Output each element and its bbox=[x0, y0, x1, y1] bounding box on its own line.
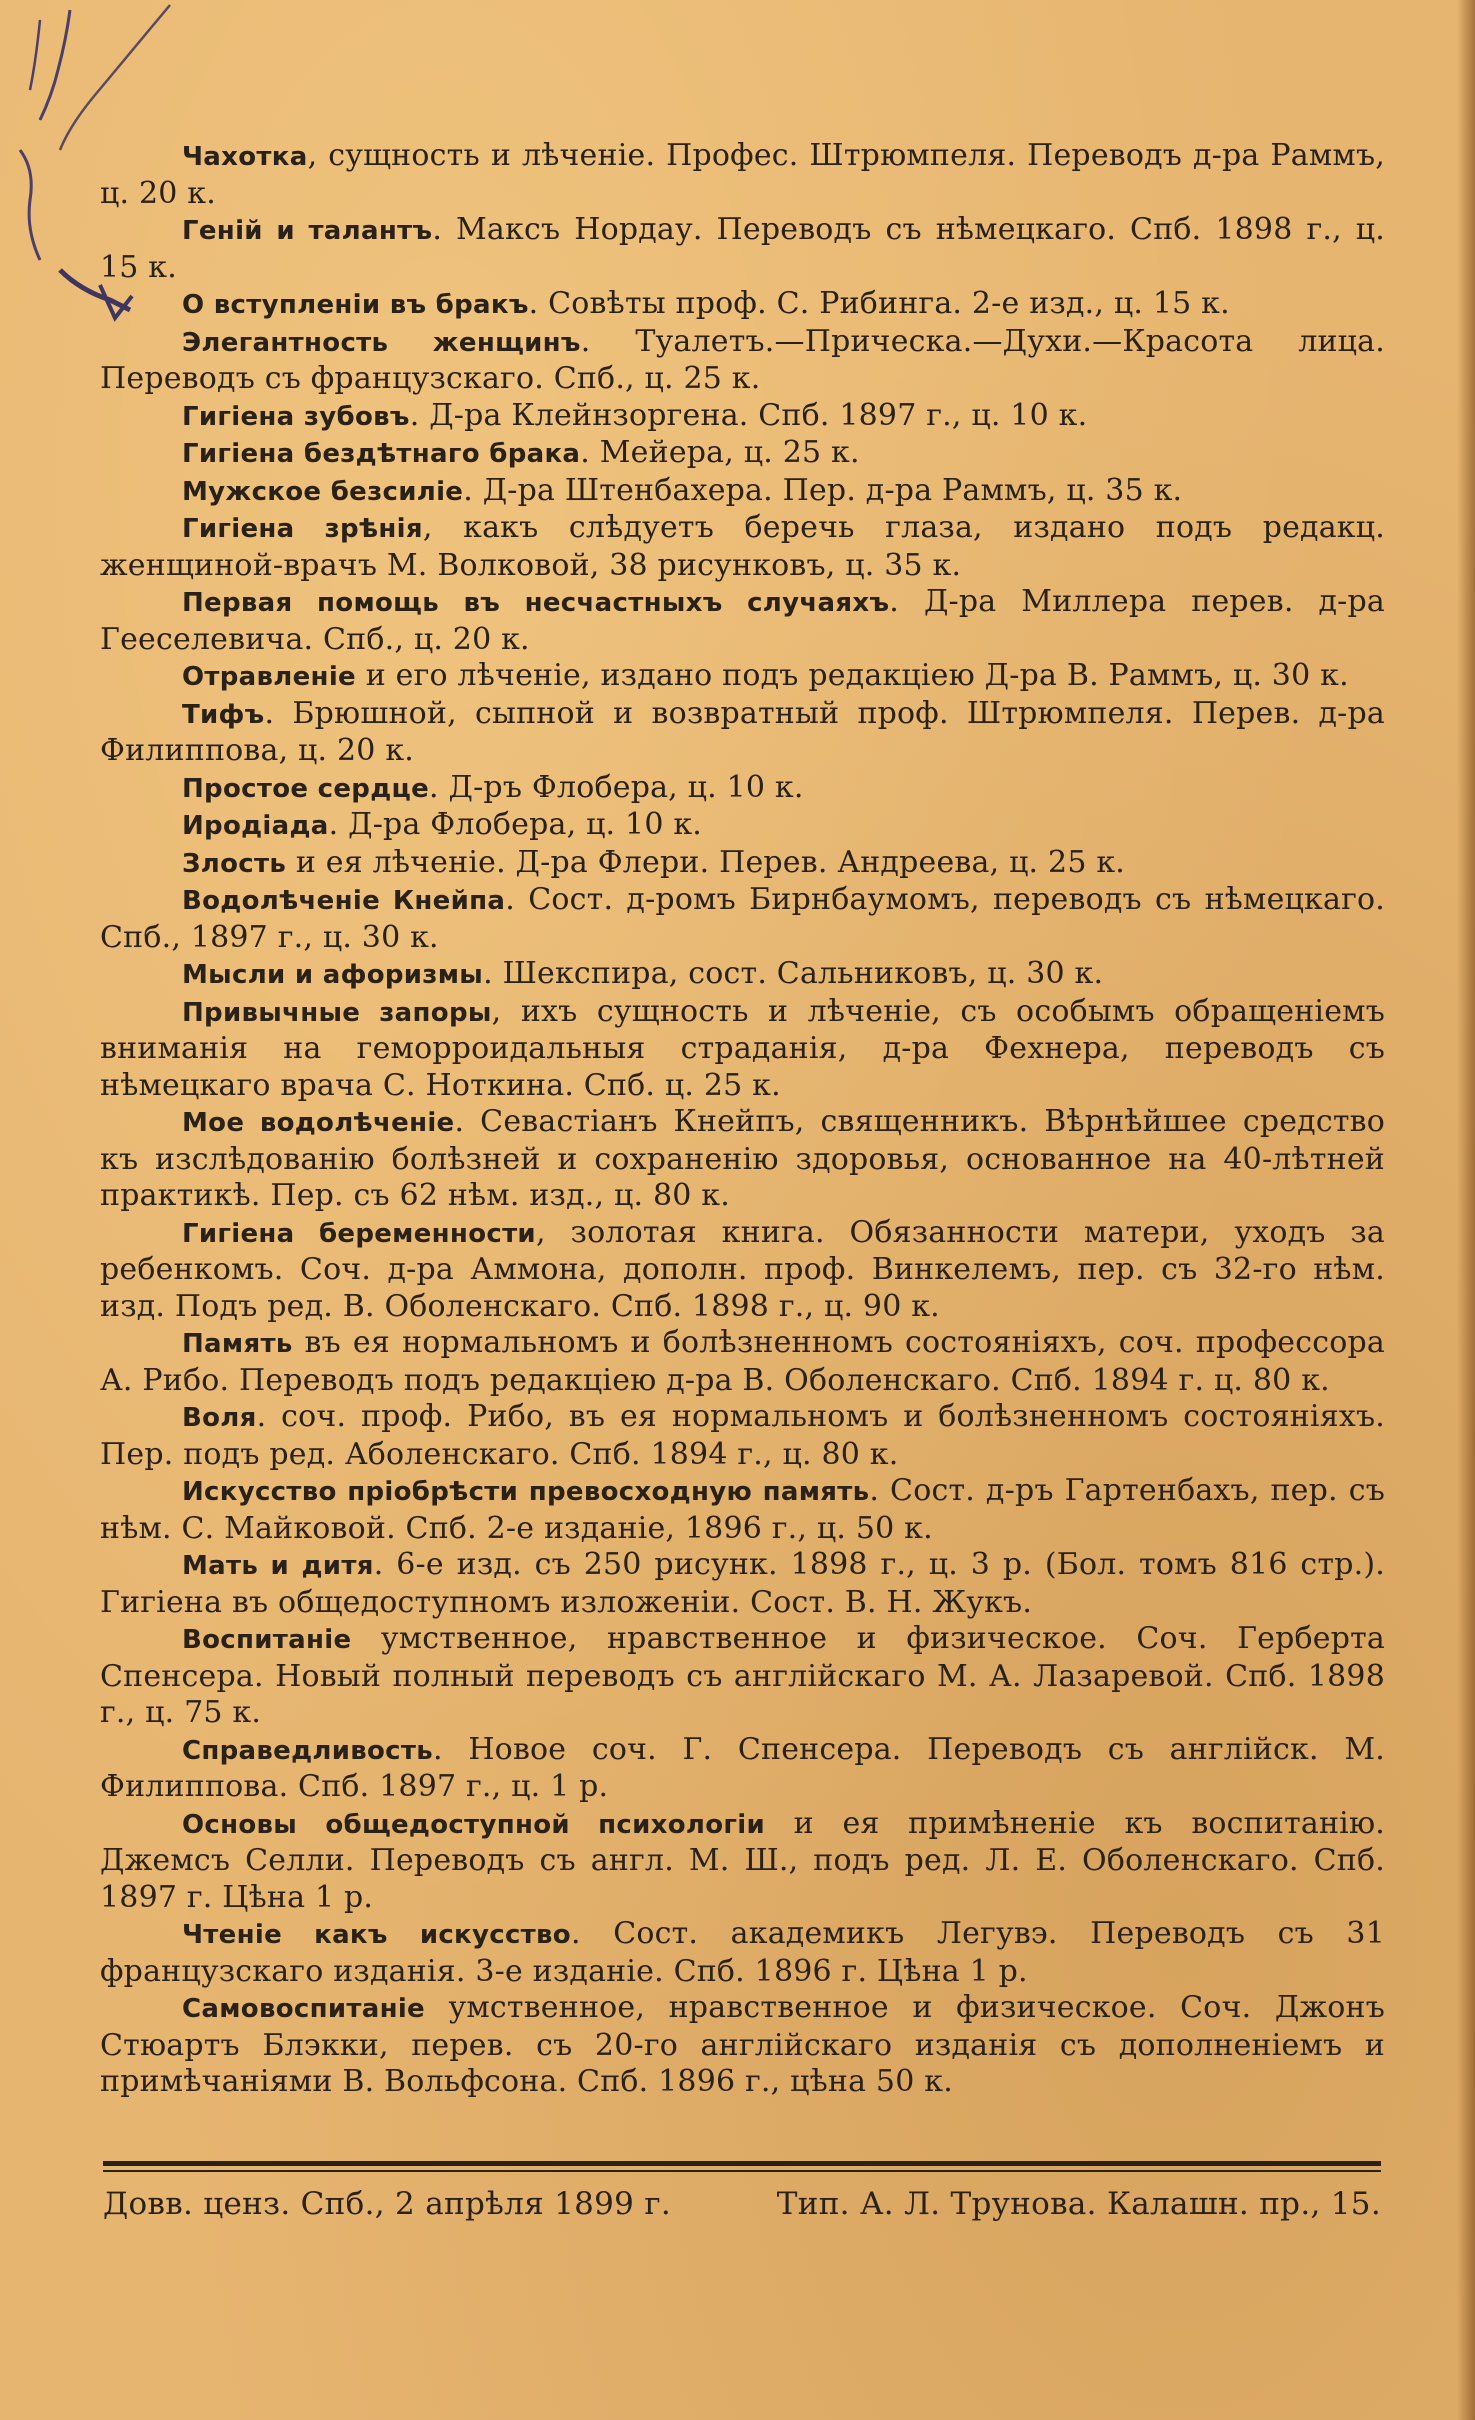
book-description: . Сост. д-ръ Гартенбахъ, пер. съ нѣм. С. Майковой. Спб. 2-е изданіе, 1896 г., ц. 50 к. bbox=[100, 1473, 1385, 1546]
book-title: Мужское безсиліе bbox=[182, 476, 464, 507]
book-title: Гигіена зубовъ bbox=[182, 401, 410, 432]
book-entry bbox=[100, 994, 1385, 1105]
footer-rule-thick bbox=[103, 2161, 1381, 2166]
book-entry bbox=[100, 510, 1385, 584]
book-description: , сущность и лѣченіе. Профес. Штрюмпеля. Переводъ д-ра Раммъ, ц. 20 к. bbox=[100, 138, 1385, 211]
book-description: . Д-ра Клейнзоргена. Спб. 1897 г., ц. 10 к. bbox=[409, 397, 1088, 433]
book-entry bbox=[100, 584, 1385, 658]
book-title: Простое сердце bbox=[182, 773, 430, 804]
book-title: Чахотка bbox=[182, 142, 308, 172]
book-entry bbox=[100, 696, 1385, 770]
book-title: Гигіена зрѣнія bbox=[182, 514, 423, 544]
book-title: Справедливость bbox=[182, 1735, 433, 1766]
book-description: , золотая книга. Обязанности матери, уходъ за ребенкомъ. Соч. д-ра Аммона, дополн. проф. Винкелемъ, пер. съ 32-го нѣм. изд. Подъ ред. В. Оболенскаго. Спб. 1898 г., ц. 90 к. bbox=[100, 1214, 1386, 1324]
book-title: Память bbox=[182, 1329, 293, 1359]
book-description: умственное, нравственное и физическое. Соч. Герберта Спенсера. Новый полный переводъ съ англійскаго М. А. Лазаревой. Спб. 1898 г., ц. 75 к. bbox=[100, 1621, 1385, 1730]
book-entry bbox=[100, 882, 1385, 956]
page-edge-shadow bbox=[1457, 0, 1475, 2420]
book-title: Воспитаніе bbox=[182, 1625, 352, 1655]
book-entry bbox=[100, 138, 1385, 212]
book-entry bbox=[100, 956, 1385, 994]
footer bbox=[103, 2186, 1381, 2222]
book-entry bbox=[100, 1621, 1385, 1732]
book-description: . Шекспира, сост. Сальниковъ, ц. 30 к. bbox=[483, 956, 1104, 991]
book-entry bbox=[100, 435, 1385, 473]
book-description: , какъ слѣдуетъ беречь глаза, издано подъ редакц. женщиной-врачъ М. Волковой, 38 рисунковъ, ц. 35 к. bbox=[100, 510, 1385, 583]
book-description: . Брюшной, сыпной и возвратный проф. Штрюмпеля. Перев. д-ра Филиппова, ц. 20 к. bbox=[100, 695, 1385, 768]
book-description: въ ея нормальномъ и болѣзненномъ состояніяхъ, соч. профессора А. Рибо. Переводъ подъ редакціею д-ра В. Оболенскаго. Спб. 1894 г. ц. 80 к. bbox=[100, 1325, 1385, 1398]
book-entry bbox=[100, 324, 1385, 398]
book-entry bbox=[100, 1325, 1385, 1399]
book-title: Геній и талантъ bbox=[182, 216, 433, 246]
book-description: . соч. проф. Рибо, въ ея нормальномъ и болѣзненномъ состояніяхъ. Пер. подъ ред. Аболенскаго. Спб. 1894 г., ц. 80 к. bbox=[100, 1399, 1385, 1472]
book-title: Воля bbox=[182, 1403, 257, 1433]
book-entry bbox=[100, 473, 1385, 511]
book-description: и ея лѣченіе. Д-ра Флери. Перев. Андреева, ц. 25 к. bbox=[286, 844, 1126, 880]
book-description: . Д-ръ Флобера, ц. 10 к. bbox=[429, 769, 804, 805]
book-entry bbox=[100, 1990, 1385, 2101]
book-entry bbox=[100, 1732, 1385, 1806]
book-description: и ея примѣненіе къ воспитанію. Джемсъ Селли. Переводъ съ англ. М. Ш., подъ ред. Л. Е. Оболенскаго. Спб. 1897 г. Цѣна 1 р. bbox=[100, 1805, 1385, 1915]
book-title: Иродіада bbox=[182, 811, 329, 841]
book-entry bbox=[100, 1473, 1385, 1547]
book-entry bbox=[100, 398, 1385, 436]
book-description: . Мейера, ц. 25 к. bbox=[580, 435, 860, 470]
book-title: О вступленіи въ бракъ bbox=[182, 290, 529, 320]
book-description: . Туалетъ.—Прическа.—Духи.—Красота лица. Переводъ съ французскаго. Спб., ц. 25 к. bbox=[100, 323, 1385, 396]
book-entry bbox=[100, 1399, 1385, 1473]
book-title: Первая помощь въ несчастныхъ случаяхъ bbox=[182, 588, 890, 618]
book-entry bbox=[100, 1215, 1385, 1326]
book-list bbox=[100, 138, 1385, 2101]
book-entry bbox=[100, 1104, 1385, 1215]
book-description: . Сост. д-ромъ Бирнбаумомъ, переводъ съ нѣмецкаго. Спб., 1897 г., ц. 30 к. bbox=[100, 882, 1385, 955]
book-title: Мое водолѣченіе bbox=[182, 1108, 455, 1138]
book-title: Тифъ bbox=[182, 699, 265, 730]
book-description: . Совѣты проф. С. Рибинга. 2-е изд., ц. 15 к. bbox=[528, 286, 1230, 321]
book-title: Основы общедоступной психологіи bbox=[182, 1809, 766, 1840]
book-title: Элегантность женщинъ bbox=[182, 327, 581, 358]
book-title: Самовоспитаніе bbox=[182, 1994, 425, 2024]
book-description: . Сост. академикъ Легувэ. Переводъ съ 31 французскаго изданія. 3-е изданіе. Спб. 1896 г. Цѣна 1 р. bbox=[100, 1916, 1385, 1989]
book-entry bbox=[100, 845, 1385, 883]
book-description: . Д-ра Флобера, ц. 10 к. bbox=[328, 807, 703, 842]
footer-rule-thin bbox=[103, 2170, 1381, 2172]
book-description: . Севастіанъ Кнейпъ, священникъ. Вѣрнѣйшее средство къ изслѣдованію болѣзней и сохраненію здоровья, основанное на 40-лѣтней практикѣ. Пер. съ 62 нѣм. изд., ц. 80 к. bbox=[100, 1104, 1386, 1213]
book-entry bbox=[100, 286, 1385, 324]
book-description: умственное, нравственное и физическое. Соч. Джонъ Стюартъ Блэкки, перев. съ 20-го англійскаго изданія съ дополненіемъ и примѣчаніями В. Вольфсона. Спб. 1896 г., цѣна 50 к. bbox=[100, 1990, 1385, 2099]
book-title: Гигіена беременности bbox=[182, 1218, 536, 1249]
book-title: Мать и дитя bbox=[182, 1551, 374, 1581]
book-entry bbox=[100, 1916, 1385, 1990]
book-title: Чтеніе какъ искусство bbox=[182, 1920, 571, 1950]
book-entry bbox=[100, 212, 1385, 286]
book-entry bbox=[100, 807, 1385, 845]
book-title: Искусство пріобрѣсти превосходную память bbox=[182, 1477, 870, 1507]
book-description: и его лѣченіе, издано подъ редакціею Д-ра В. Раммъ, ц. 30 к. bbox=[355, 658, 1349, 693]
book-entry bbox=[100, 1806, 1385, 1917]
book-description: . 6-е изд. съ 250 рисунк. 1898 г., ц. 3 р. (Бол. томъ 816 стр.). Гигіена въ общедоступномъ изложеніи. Сост. В. Н. Жукъ. bbox=[100, 1547, 1386, 1620]
book-description: . Максъ Нордау. Переводъ съ нѣмецкаго. Спб. 1898 г., ц. 15 к. bbox=[100, 212, 1386, 285]
book-description: . Д-ра Миллера перев. д-ра Гееселевича. Спб., ц. 20 к. bbox=[100, 584, 1385, 657]
book-title: Водолѣченіе Кнейпа bbox=[182, 886, 506, 916]
book-description: , ихъ сущность и лѣченіе, съ особымъ обращеніемъ вниманія на геморроидальныя страданія, д-ра Фехнера, переводъ съ нѣмецкаго врача С. Ноткина. Спб. ц. 25 к. bbox=[100, 993, 1385, 1103]
book-title: Привычные запоры bbox=[182, 997, 492, 1028]
censorship-note: Довв. ценз. Спб., 2 апрѣля 1899 г. bbox=[103, 2186, 672, 2222]
book-entry bbox=[100, 658, 1385, 696]
book-title: Злость bbox=[182, 848, 287, 879]
book-entry bbox=[100, 770, 1385, 808]
book-title: Мысли и афоризмы bbox=[182, 960, 484, 990]
book-title: Отравленіе bbox=[182, 662, 356, 692]
book-description: . Новое соч. Г. Спенсера. Переводъ съ англійск. М. Филиппова. Спб. 1897 г., ц. 1 р. bbox=[100, 1731, 1385, 1804]
book-entry bbox=[100, 1547, 1385, 1621]
book-title: Гигіена бездѣтнаго брака bbox=[182, 439, 581, 469]
printer-note: Тип. А. Л. Трунова. Калашн. пр., 15. bbox=[776, 2186, 1381, 2222]
book-description: . Д-ра Штенбахера. Пер. д-ра Раммъ, ц. 35 к. bbox=[463, 472, 1183, 508]
